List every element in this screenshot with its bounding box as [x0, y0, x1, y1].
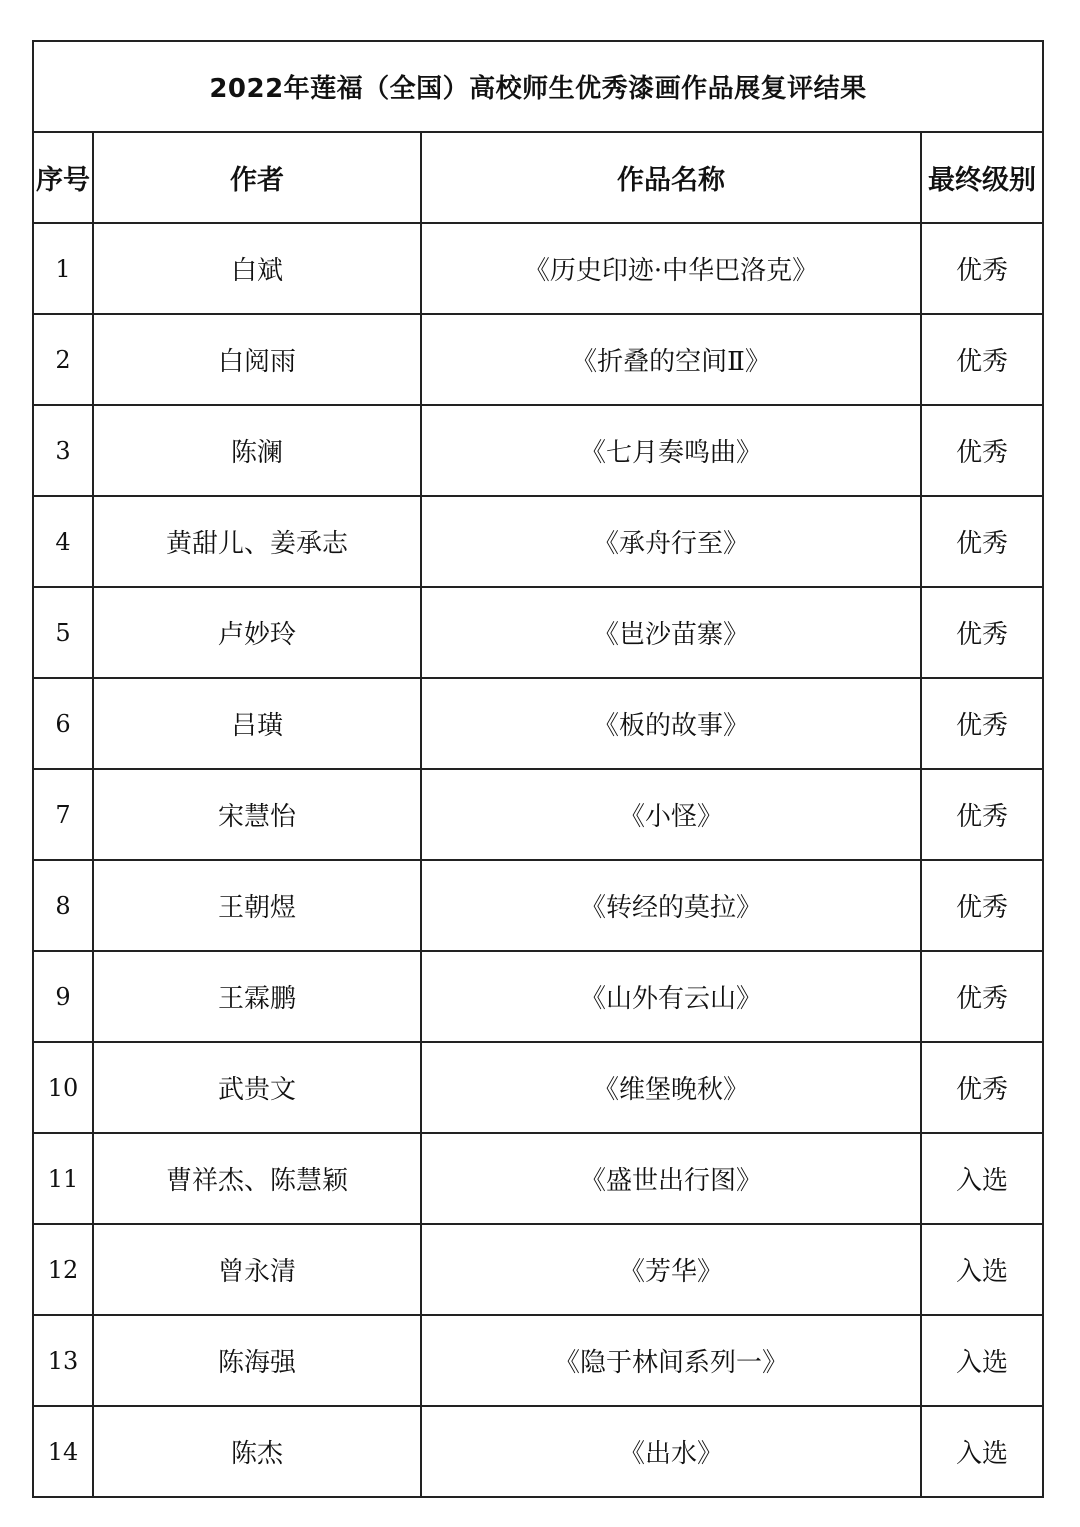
row-index: 14 [33, 1406, 93, 1497]
row-index: 9 [33, 951, 93, 1042]
table-row [33, 496, 1043, 587]
table-row [33, 405, 1043, 496]
row-index: 7 [33, 769, 93, 860]
row-level: 入选 [921, 1224, 1043, 1315]
row-work-title: 《七月奏鸣曲》 [421, 405, 921, 496]
row-work-title: 《转经的莫拉》 [421, 860, 921, 951]
table-row [33, 1133, 1043, 1224]
row-work-title: 《隐于林间系列一》 [421, 1315, 921, 1406]
row-level: 入选 [921, 1406, 1043, 1497]
row-author: 白阅雨 [93, 314, 421, 405]
row-author: 陈海强 [93, 1315, 421, 1406]
row-work-title: 《小怪》 [421, 769, 921, 860]
table-row [33, 223, 1043, 314]
table-row [33, 860, 1043, 951]
row-work-title: 《岜沙苗寨》 [421, 587, 921, 678]
row-author: 吕璜 [93, 678, 421, 769]
row-author: 陈澜 [93, 405, 421, 496]
row-work-title: 《山外有云山》 [421, 951, 921, 1042]
row-work-title: 《维堡晚秋》 [421, 1042, 921, 1133]
row-work-title: 《承舟行至》 [421, 496, 921, 587]
column-header-index: 序号 [33, 132, 93, 223]
table-title: 2022年莲福（全国）高校师生优秀漆画作品展复评结果 [33, 41, 1043, 132]
row-work-title: 《出水》 [421, 1406, 921, 1497]
row-level: 优秀 [921, 405, 1043, 496]
row-work-title: 《历史印迹·中华巴洛克》 [421, 223, 921, 314]
row-work-title: 《板的故事》 [421, 678, 921, 769]
row-level: 优秀 [921, 678, 1043, 769]
row-author: 白斌 [93, 223, 421, 314]
row-level: 优秀 [921, 223, 1043, 314]
row-index: 10 [33, 1042, 93, 1133]
table-row [33, 1406, 1043, 1497]
row-index: 1 [33, 223, 93, 314]
table-row [33, 1224, 1043, 1315]
row-author: 黄甜儿、姜承志 [93, 496, 421, 587]
row-index: 2 [33, 314, 93, 405]
column-header-author: 作者 [93, 132, 421, 223]
row-level: 优秀 [921, 769, 1043, 860]
table-row [33, 1042, 1043, 1133]
table-row [33, 587, 1043, 678]
row-author: 王霖鹏 [93, 951, 421, 1042]
table-row [33, 314, 1043, 405]
row-work-title: 《盛世出行图》 [421, 1133, 921, 1224]
row-index: 8 [33, 860, 93, 951]
title-row [33, 41, 1043, 132]
row-level: 入选 [921, 1315, 1043, 1406]
row-level: 优秀 [921, 951, 1043, 1042]
row-level: 优秀 [921, 496, 1043, 587]
row-index: 4 [33, 496, 93, 587]
row-level: 优秀 [921, 1042, 1043, 1133]
results-table [32, 40, 1044, 1498]
row-author: 陈杰 [93, 1406, 421, 1497]
row-level: 优秀 [921, 587, 1043, 678]
table-row [33, 951, 1043, 1042]
row-author: 曹祥杰、陈慧颖 [93, 1133, 421, 1224]
row-index: 3 [33, 405, 93, 496]
row-work-title: 《芳华》 [421, 1224, 921, 1315]
row-index: 13 [33, 1315, 93, 1406]
row-author: 卢妙玲 [93, 587, 421, 678]
column-header-work: 作品名称 [421, 132, 921, 223]
table-row [33, 769, 1043, 860]
row-level: 入选 [921, 1133, 1043, 1224]
table-row [33, 678, 1043, 769]
row-author: 王朝煜 [93, 860, 421, 951]
row-work-title: 《折叠的空间Ⅱ》 [421, 314, 921, 405]
row-author: 曾永清 [93, 1224, 421, 1315]
row-level: 优秀 [921, 860, 1043, 951]
column-header-level: 最终级别 [921, 132, 1043, 223]
row-level: 优秀 [921, 314, 1043, 405]
row-index: 11 [33, 1133, 93, 1224]
row-author: 宋慧怡 [93, 769, 421, 860]
row-index: 6 [33, 678, 93, 769]
row-author: 武贵文 [93, 1042, 421, 1133]
table-row [33, 1315, 1043, 1406]
header-row [33, 132, 1043, 223]
table-body [33, 223, 1043, 1497]
row-index: 12 [33, 1224, 93, 1315]
row-index: 5 [33, 587, 93, 678]
